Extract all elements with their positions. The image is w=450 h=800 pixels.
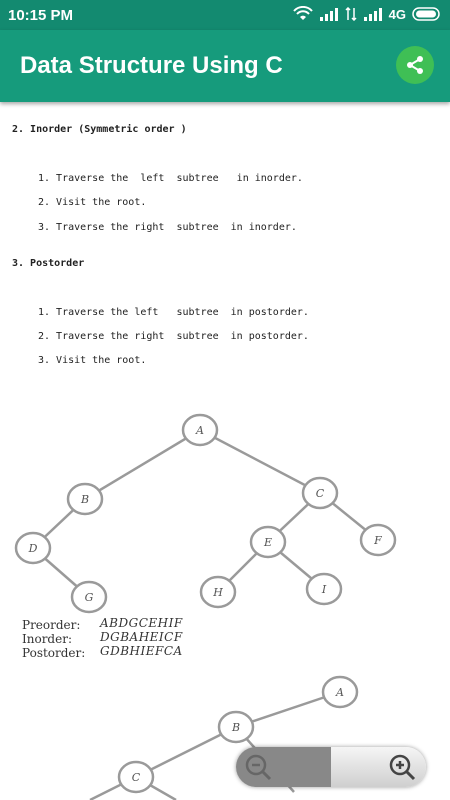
tree2-node-a-label: A xyxy=(336,686,344,699)
binary-tree-diagram xyxy=(0,402,450,622)
postorder-heading: 3. Postorder xyxy=(12,258,85,269)
tree2-node-b-label: B xyxy=(231,721,241,734)
signal-icon xyxy=(319,7,339,21)
postorder-step-1: 1. Traverse the left subtree in postorder. xyxy=(38,307,309,318)
share-button[interactable] xyxy=(396,46,434,84)
app-title: Data Structure Using C xyxy=(20,52,283,79)
inorder-label: Inorder: xyxy=(22,632,72,646)
network-type: 4G xyxy=(388,6,406,22)
tree-node-f-label: F xyxy=(374,534,382,547)
tree-node-d-label: D xyxy=(28,542,38,555)
document-content[interactable] xyxy=(0,102,450,800)
status-bar xyxy=(0,0,450,30)
tree-node-h-label: H xyxy=(213,586,223,599)
preorder-value: ABDGCEHIF xyxy=(100,616,183,630)
tree-node-a-label: A xyxy=(196,424,204,437)
tree-node-c-label: C xyxy=(315,487,325,500)
inorder-value: DGBAHEICF xyxy=(100,630,183,644)
zoom-out-button[interactable] xyxy=(236,747,331,787)
tree-node-g-label: G xyxy=(84,591,94,604)
inorder-heading: 2. Inorder (Symmetric order ) xyxy=(12,124,187,135)
battery-icon xyxy=(412,7,442,21)
inorder-step-3: 3. Traverse the right subtree in inorder. xyxy=(38,222,297,233)
tree2-node-c-label: C xyxy=(131,771,141,784)
wifi-icon xyxy=(293,6,313,22)
postorder-step-3: 3. Visit the root. xyxy=(38,355,147,366)
preorder-label: Preorder: xyxy=(22,618,81,632)
inorder-step-2: 2. Visit the root. xyxy=(38,197,147,208)
share-icon xyxy=(404,54,426,76)
tree-node-e-label: E xyxy=(263,536,273,549)
status-icons xyxy=(293,6,442,22)
app-bar xyxy=(0,30,450,102)
signal-icon-2 xyxy=(363,7,383,21)
postorder-step-2: 2. Traverse the right subtree in postorder. xyxy=(38,331,309,342)
zoom-out-icon xyxy=(244,753,274,783)
postorder-label: Postorder: xyxy=(22,646,86,660)
inorder-step-1: 1. Traverse the left subtree in inorder. xyxy=(38,173,303,184)
zoom-controls xyxy=(236,747,426,787)
data-transfer-icon xyxy=(345,7,357,21)
postorder-value: GDBHIEFCA xyxy=(100,644,183,658)
zoom-in-icon xyxy=(388,753,418,783)
status-time: 10:15 PM xyxy=(8,7,74,24)
tree-node-i-label: I xyxy=(321,583,327,596)
zoom-in-button[interactable] xyxy=(331,747,426,787)
tree-node-b-label: B xyxy=(80,493,90,506)
